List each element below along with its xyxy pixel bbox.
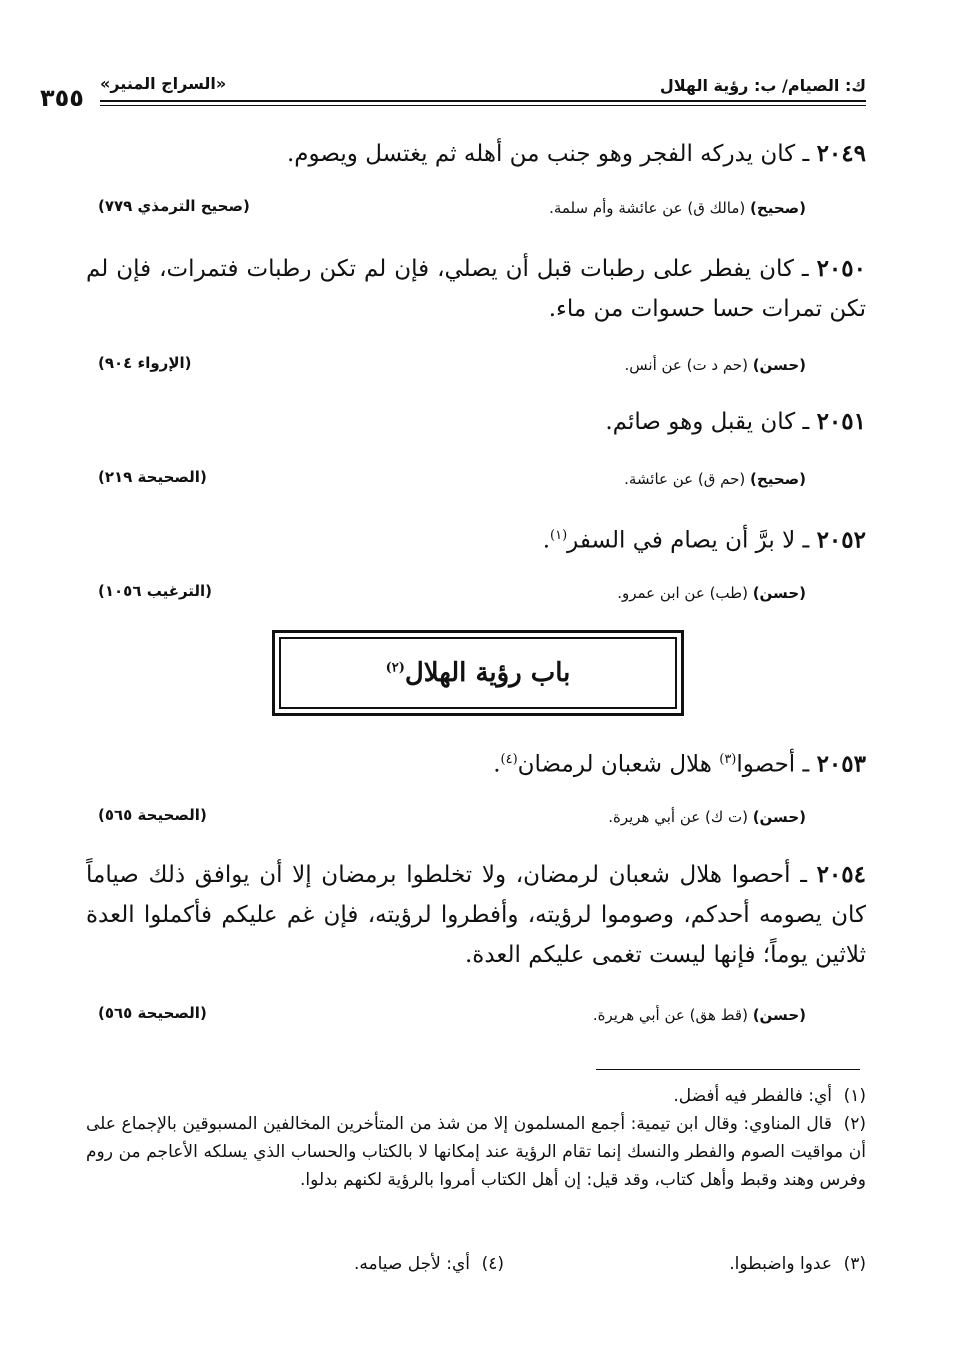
grade-label: (صحيح) (750, 470, 806, 488)
hadith-text: كان يفطر على رطبات قبل أن يصلي، فإن لم تكن رطبات فتمرات، فإن لم تكن تمرات حسا حسوات من ماء. (86, 256, 866, 322)
hadith-number: ٢٠٤٩ (816, 140, 866, 167)
footnote-1 (86, 1082, 866, 1110)
narration: (قط هق) عن أبي هريرة. (592, 1006, 753, 1024)
hadith-source: (الصحيحة ٥٦٥) (98, 1004, 207, 1022)
hadith-text: كان يقبل وهو صائم. (605, 409, 796, 435)
hadith-number: ٢٠٥١ (816, 408, 866, 435)
hadith-grade-line (593, 1006, 806, 1024)
footnote-marker: (٤) (500, 752, 518, 767)
hadith-text: لا برَّ أن يصام في السفر (567, 527, 796, 554)
narration: (حم ق) عن عائشة. (624, 470, 751, 488)
hadith-grade-line (608, 808, 806, 826)
hadith-2054 (86, 855, 866, 975)
footnote-number: (٤) (481, 1254, 504, 1274)
hadith-number: ٢٠٥٢ (816, 526, 866, 554)
narration: (مالك ق) عن عائشة وأم سلمة. (549, 199, 751, 217)
chapter-heading-inner-frame (279, 637, 677, 709)
hadith-number: ٢٠٥٣ (816, 750, 866, 778)
hadith-source: (الترغيب ١٠٥٦) (98, 582, 213, 600)
footnote-2 (86, 1110, 866, 1194)
footnote-text: قال المناوي: وقال ابن تيمية: أجمع المسلمون إلا من شذ من المتأخرين المخالفين المسبوقين بالإجماع على أن مواقيت الصوم والفطر والنسك إنما تقام الرؤية عند إمكانها لا بالكتاب والحساب الذي يسلكه الأعاجم من روم وفرس وهند وقبط وأهل كتاب، وقد قيل: إن أهل الكتاب أمروا بالرؤية لكنهم بدلوا. (86, 1114, 866, 1190)
hadith-dash: ـ (793, 256, 817, 282)
narration: (حم د ت) عن أنس. (624, 356, 753, 374)
running-header-book: «السراج المنير» (100, 74, 227, 93)
hadith-dash: ـ (795, 751, 817, 778)
chapter-heading-box (272, 630, 684, 716)
hadith-text-a: أحصوا (736, 751, 796, 778)
hadith-source: (الإرواء ٩٠٤) (98, 354, 192, 372)
hadith-dash: ـ (795, 141, 817, 167)
hadith-source: (الصحيحة ٥٦٥) (98, 806, 207, 824)
footnote-marker: (٣) (719, 752, 737, 767)
footnote-marker: (١) (550, 528, 568, 543)
footnote-marker: (٢) (385, 660, 405, 676)
page-number: ٣٥٥ (40, 84, 84, 112)
narration: (طب) عن ابن عمرو. (617, 584, 753, 602)
hadith-grade-line (549, 199, 806, 217)
hadith-source: (الصحيحة ٢١٩) (98, 468, 207, 486)
running-header-chapter: ك: الصيام/ ب: رؤية الهلال (659, 76, 866, 95)
grade-label: (حسن) (752, 584, 806, 602)
footnote-number: (١) (843, 1086, 866, 1106)
chapter-heading (386, 658, 571, 688)
hadith-text: أحصوا هلال شعبان لرمضان، ولا تخلطوا برمضان إلا أن يوافق ذلك صياماً كان يصومه أحدكم، وصوموا لرؤيته، وأفطروا لرؤيته، فإن غم عليكم فأكملوا العدة ثلاثين يوماً؛ فإنها ليست تغمى عليكم العدة. (86, 862, 866, 968)
footnote-text: أي: فالفطر فيه أفضل. (673, 1086, 832, 1106)
header-rule-thin (100, 105, 866, 106)
footnote-4 (354, 1250, 504, 1278)
hadith-tail: . (542, 527, 551, 554)
footnote-number: (٣) (843, 1254, 866, 1274)
footnote-separator (596, 1069, 860, 1070)
hadith-2053 (86, 740, 866, 785)
hadith-dash: ـ (790, 862, 817, 888)
hadith-grade-line (617, 584, 806, 602)
hadith-number: ٢٠٥٤ (816, 861, 866, 888)
footnote-text: أي: لأجل صيامه. (353, 1254, 470, 1274)
hadith-text: كان يدركه الفجر وهو جنب من أهله ثم يغتسل ويصوم. (287, 141, 796, 167)
hadith-grade-line (625, 356, 807, 374)
hadith-dash: ـ (795, 409, 817, 435)
grade-label: (صحيح) (750, 199, 806, 217)
hadith-grade-line (624, 470, 806, 488)
footnote-number: (٢) (843, 1114, 866, 1134)
hadith-source: (صحيح الترمذي ٧٧٩) (98, 197, 250, 215)
hadith-2051 (86, 402, 866, 442)
hadith-2050 (86, 249, 866, 329)
hadith-2052 (86, 516, 866, 561)
grade-label: (حسن) (752, 1006, 806, 1024)
header-rule-thick (100, 100, 866, 102)
footnote-text: عدوا واضبطوا. (729, 1254, 832, 1274)
hadith-2049 (86, 134, 866, 174)
grade-label: (حسن) (752, 356, 806, 374)
hadith-number: ٢٠٥٠ (816, 255, 866, 282)
chapter-title-text: باب رؤية الهلال (404, 658, 571, 688)
narration: (ت ك) عن أبي هريرة. (608, 808, 753, 826)
hadith-dash: ـ (795, 527, 817, 554)
hadith-tail: . (493, 751, 501, 778)
hadith-text-b: هلال شعبان لرمضان (517, 751, 720, 778)
grade-label: (حسن) (752, 808, 806, 826)
footnote-3 (729, 1250, 866, 1278)
